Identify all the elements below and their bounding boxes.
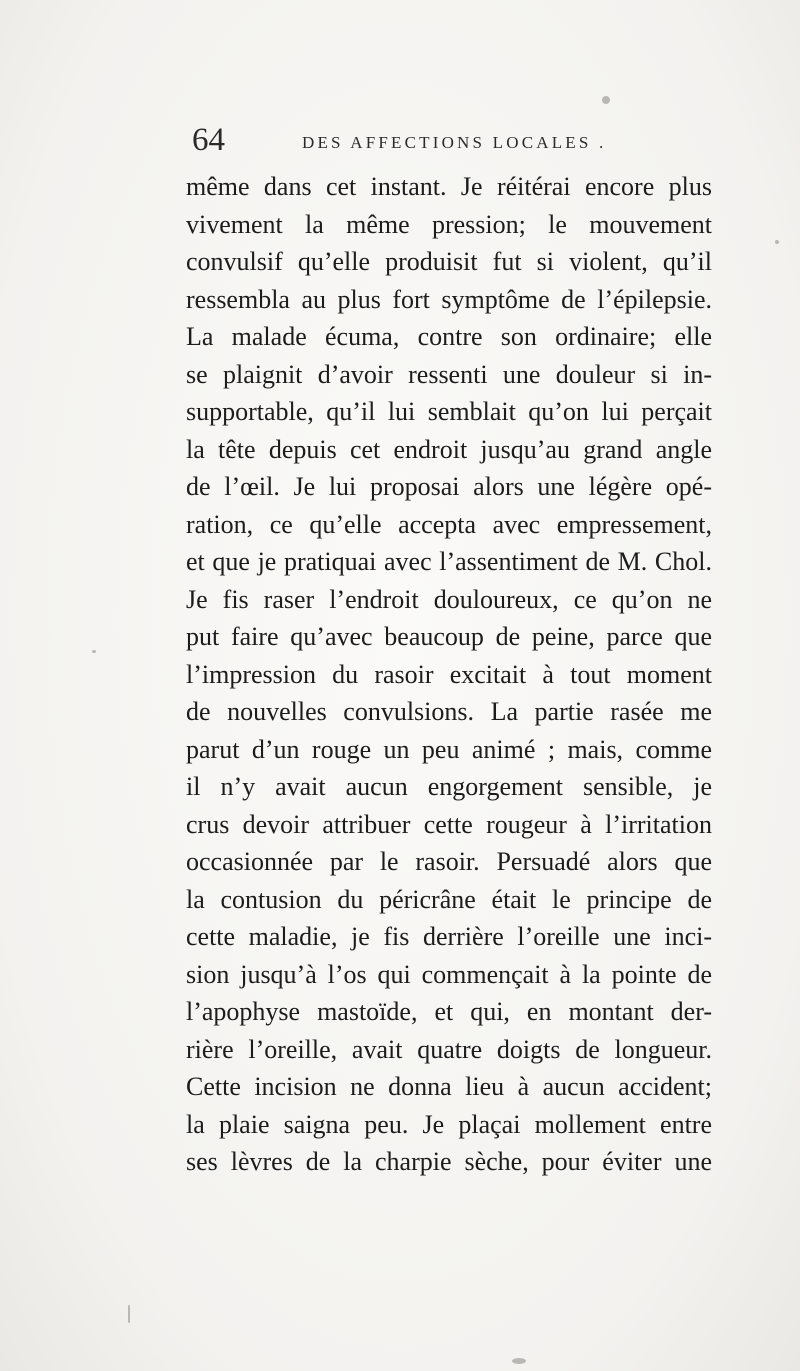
text-line: crus devoir attribuer cette rougeur à l’irritation	[186, 809, 712, 839]
text-line: ressembla au plus fort symptôme de l’épilepsie.	[186, 284, 712, 314]
paper-speck	[128, 1305, 130, 1323]
text-line: il n’y avait aucun engorgement sensible, je	[186, 772, 712, 801]
text-line: se plaignit d’avoir ressenti une douleur si in-	[186, 359, 712, 389]
text-line: Je fis raser l’endroit douloureux, ce qu’on ne	[186, 584, 712, 614]
text-line: la plaie saigna peu. Je plaçai mollement entre	[186, 1109, 712, 1139]
paper-speck	[512, 1358, 526, 1364]
text-line: la tête depuis cet endroit jusqu’au grand angle	[186, 434, 712, 464]
text-line: l’impression du rasoir excitait à tout moment	[186, 659, 712, 689]
text-line: parut d’un rouge un peu animé ; mais, comme	[186, 734, 712, 764]
text-line: cette maladie, je fis derrière l’oreille une inci-	[186, 922, 712, 951]
text-line: supportable, qu’il lui semblait qu’on lui perçait	[186, 397, 712, 426]
text-line: ration, ce qu’elle accepta avec empressement,	[186, 509, 712, 539]
body-text	[186, 168, 712, 1181]
page-header	[192, 118, 712, 164]
text-line: la contusion du péricrâne était le principe de	[186, 884, 712, 914]
text-line: convulsif qu’elle produisit fut si violent, qu’il	[186, 247, 712, 276]
text-line: l’apophyse mastoïde, et qui, en montant der-	[186, 997, 712, 1026]
text-line: et que je pratiquai avec l’assentiment de M. Chol.	[186, 547, 712, 576]
paper-speck	[92, 650, 96, 653]
paper-speck	[602, 96, 610, 104]
text-line: occasionnée par le rasoir. Persuadé alors que	[186, 847, 712, 876]
running-head: DES AFFECTIONS LOCALES .	[302, 133, 607, 152]
paper-speck	[775, 240, 779, 244]
text-line: de l’œil. Je lui proposai alors une légère opé-	[186, 472, 712, 501]
text-line: La malade écuma, contre son ordinaire; elle	[186, 322, 712, 351]
text-line: put faire qu’avec beaucoup de peine, parce que	[186, 622, 712, 651]
text-line: ses lèvres de la charpie sèche, pour éviter une	[186, 1147, 712, 1176]
text-line: sion jusqu’à l’os qui commençait à la pointe de	[186, 959, 712, 989]
page-number: 64	[192, 122, 225, 158]
text-line: même dans cet instant. Je réitérai encore plus	[186, 172, 712, 201]
text-line: vivement la même pression; le mouvement	[186, 209, 712, 239]
text-line: rière l’oreille, avait quatre doigts de longueur.	[186, 1034, 712, 1064]
text-line: Cette incision ne donna lieu à aucun accident;	[186, 1072, 712, 1101]
text-line: de nouvelles convulsions. La partie rasée me	[186, 697, 712, 726]
